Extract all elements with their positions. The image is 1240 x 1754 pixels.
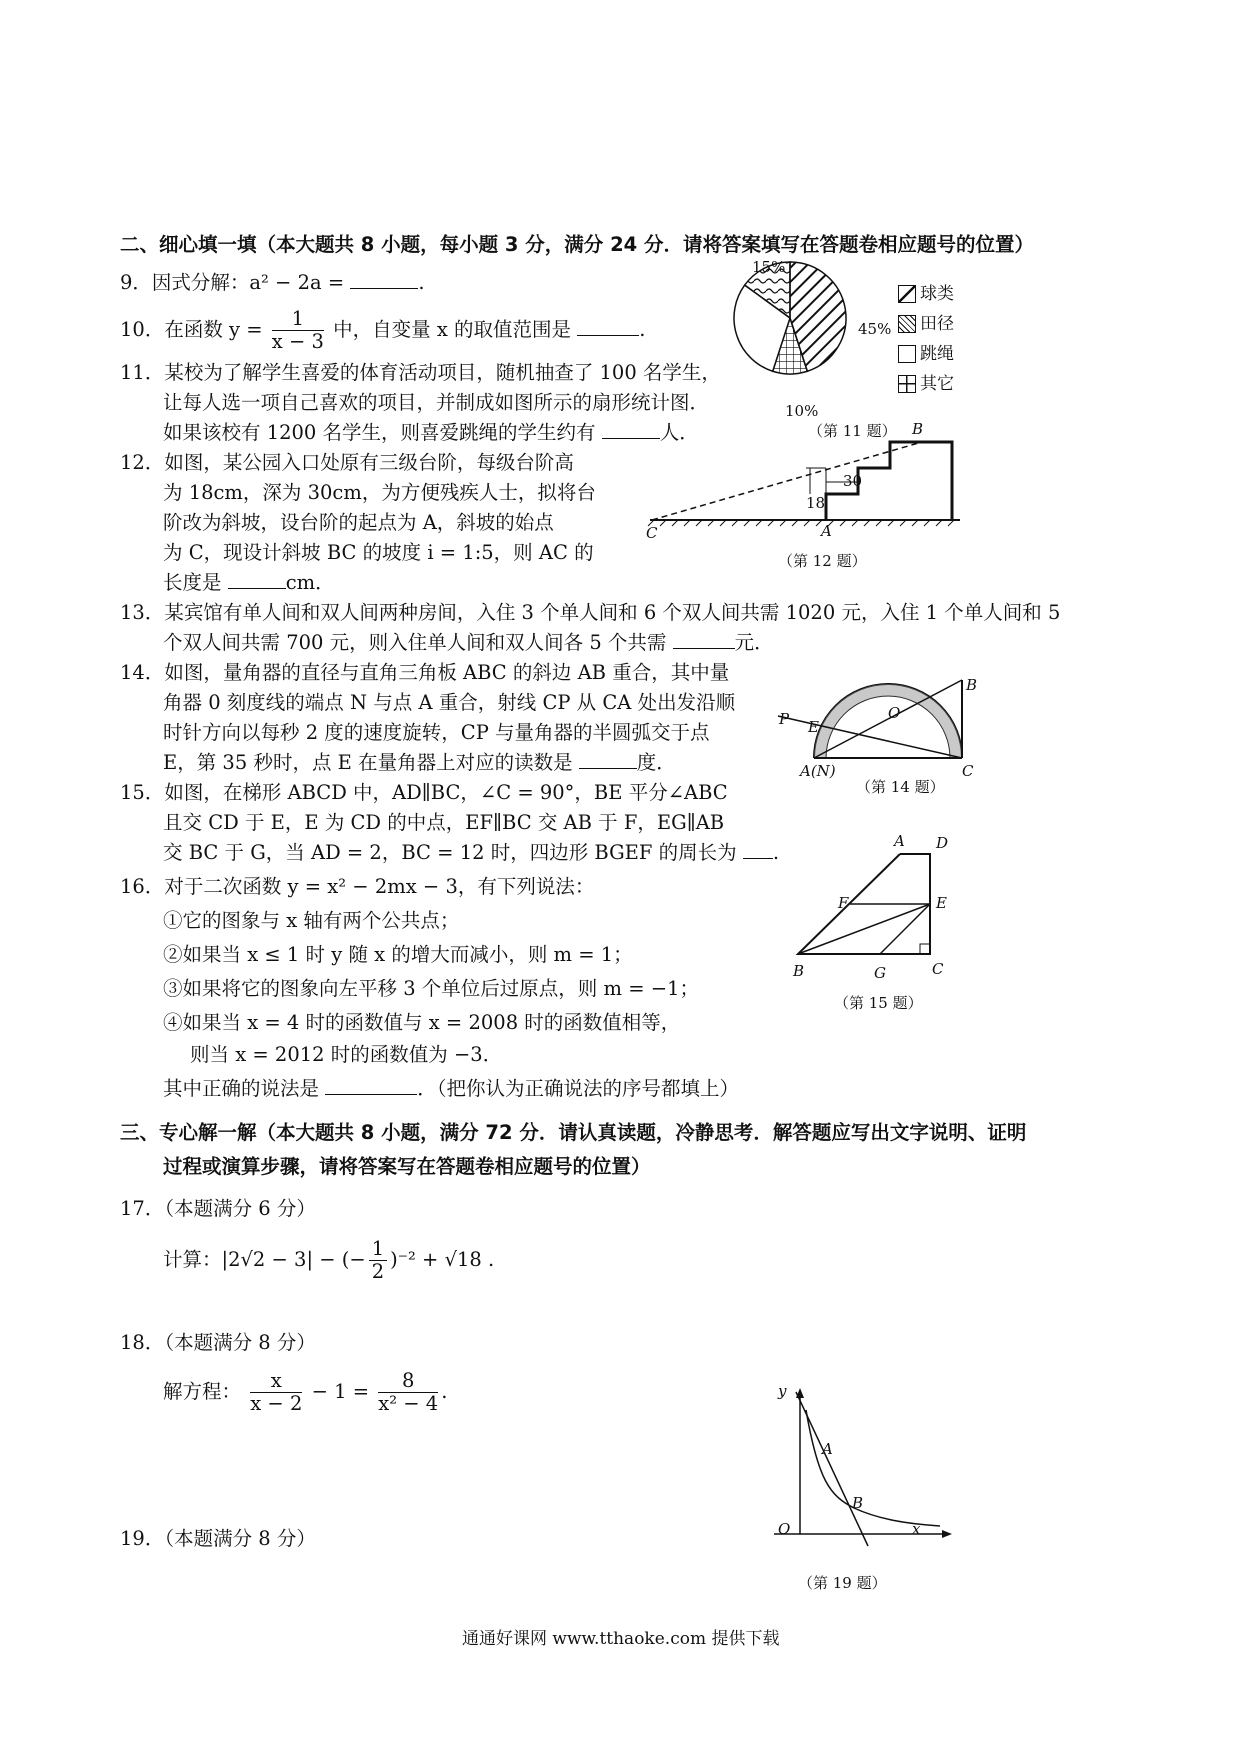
q15-blank[interactable]	[743, 840, 773, 859]
q10-fraction	[272, 308, 324, 353]
fig14-label-C: C	[962, 762, 974, 780]
q14-line4	[163, 748, 676, 778]
section-2-heading: 二、细心填一填（本大题共 8 小题，每小题 3 分，满分 24 分．请将答案填写在答题卷相应题号的位置）	[120, 233, 1035, 256]
q18-fraction-2	[378, 1370, 438, 1415]
q16-last	[163, 1074, 739, 1104]
fig15-label-E: E	[936, 894, 947, 912]
q17-denominator: 2	[371, 1260, 385, 1283]
q17-title: 17．（本题满分 6 分）	[120, 1197, 316, 1220]
legend-rope	[898, 339, 954, 364]
q12-line4: 为 C，现设计斜坡 BC 的坡度 i = 1:5，则 AC 的	[163, 541, 594, 564]
fig15-label-D: D	[936, 834, 949, 852]
q16-statement-1: ①它的图象与 x 轴有两个公共点；	[163, 909, 460, 932]
section-3-heading-line1: 三、专心解一解（本大题共 8 小题，满分 72 分．请认真读题，冷静思考．解答题应写出文字说明、证明	[120, 1121, 1027, 1144]
q18-title: 18．（本题满分 8 分）	[120, 1331, 316, 1354]
q12-line2: 为 18cm，深为 30cm，为方便残疾人士，拟将台	[163, 481, 596, 504]
q17-numerator: 1	[369, 1238, 387, 1261]
q15-line3	[163, 838, 779, 868]
q10-tail: .	[639, 318, 646, 341]
q12-line5-text: 长度是	[163, 571, 222, 594]
q18-pre: 解方程：	[163, 1380, 242, 1403]
fig11-caption: （第 11 题）	[808, 422, 897, 440]
q17-fraction	[369, 1238, 387, 1283]
fig12-label-18: 18	[806, 494, 826, 512]
q11-line2: 让每人选一项自己喜欢的项目，并制成如图所示的扇形统计图．	[163, 391, 710, 414]
q18-equation	[163, 1364, 447, 1420]
legend-other-label: 其它	[920, 374, 954, 394]
pie-slices	[734, 262, 846, 374]
q9-tail: .	[418, 271, 425, 294]
q10-post: 中，自变量 x 的取值范围是	[333, 318, 572, 341]
legend-rope-swatch	[898, 345, 916, 363]
fig19-caption: （第 19 题）	[798, 1574, 887, 1592]
legend-other-swatch	[898, 375, 916, 393]
q18-denominator-2: x² − 4	[378, 1392, 439, 1415]
q13-line2-text: 个双人间共需 700 元，则入住单人间和双人间各 5 个共需	[163, 631, 667, 654]
q12-line3: 阶改为斜坡，设台阶的起点为 A，斜坡的始点	[163, 511, 554, 534]
question-9	[120, 268, 425, 298]
fig14-label-P: P	[779, 710, 790, 728]
fig12-diagram	[640, 420, 980, 544]
fig11-pie-chart	[730, 256, 860, 406]
q14-line1: 14．如图，量角器的直径与直角三角板 ABC 的斜边 AB 重合，其中量	[120, 661, 730, 684]
q18-tail: .	[441, 1380, 448, 1403]
fig11-label-15: 15%	[752, 258, 786, 276]
fig15-label-G: G	[874, 964, 886, 982]
fig19-label-B: B	[852, 1494, 864, 1512]
q16-tail: ．（把你认为正确说法的序号都填上）	[417, 1077, 739, 1100]
legend-ball-label: 球类	[920, 284, 954, 304]
q14-blank[interactable]	[579, 750, 637, 769]
legend-track-swatch	[898, 315, 916, 333]
legend-rope-label: 跳绳	[920, 344, 954, 364]
q19-title: 19．（本题满分 8 分）	[120, 1527, 316, 1550]
q15-line3-text: 交 BC 于 G，当 AD = 2，BC = 12 时，四边形 BGEF 的周长为	[163, 841, 737, 864]
q18-mid: − 1 =	[311, 1380, 370, 1403]
fig19-label-A: A	[822, 1440, 833, 1458]
q11-line1: 11．某校为了解学生喜爱的体育活动项目，随机抽查了 100 名学生，	[120, 361, 721, 384]
q10-blank[interactable]	[577, 317, 639, 336]
legend-ball-swatch	[898, 285, 916, 303]
fig15-label-B: B	[793, 962, 805, 980]
legend-other	[898, 369, 954, 394]
q16-statement-4b: 则当 x = 2012 时的函数值为 −3．	[190, 1043, 503, 1066]
footer-text: 通通好课网 www.tthaoke.com 提供下载	[462, 1629, 780, 1649]
q16-statement-2: ②如果当 x ≤ 1 时 y 随 x 的增大而减小，则 m = 1；	[163, 943, 633, 966]
q18-denominator-1: x − 2	[250, 1392, 303, 1415]
q12-line5	[163, 568, 335, 598]
fig19-label-y: y	[778, 1382, 787, 1400]
fig12-caption: （第 12 题）	[778, 552, 867, 570]
q14-line2: 角器 0 刻度线的端点 N 与点 A 重合，射线 CP 从 CA 处出发沿顺	[163, 691, 736, 714]
fig15-label-A: A	[894, 832, 905, 850]
section-3-heading-line2: 过程或演算步骤，请将答案写在答题卷相应题号的位置）	[163, 1155, 651, 1178]
q9-blank[interactable]	[350, 270, 418, 289]
fig15-diagram	[790, 850, 950, 970]
q17-pre: 计算：|2√2 − 3| − (−	[163, 1248, 366, 1271]
q15-line1: 15．如图，在梯形 ABCD 中，AD∥BC，∠C = 90°，BE 平分∠ABC	[120, 781, 728, 804]
q13-tail: 元．	[734, 631, 774, 654]
q14-line3: 时针方向以每秒 2 度的速度旋转，CP 与量角器的半圆弧交于点	[163, 721, 710, 744]
fig12-label-30: 30	[843, 472, 863, 490]
fig14-caption: （第 14 题）	[856, 778, 945, 796]
q16-blank[interactable]	[325, 1076, 417, 1095]
fig14-diagram	[770, 650, 990, 770]
q18-numerator-2: 8	[378, 1370, 438, 1393]
fig14-label-E: E	[808, 718, 819, 736]
q12-line1: 12．如图，某公园入口处原有三级台阶，每级台阶高	[120, 451, 574, 474]
q16-last-text: 其中正确的说法是	[163, 1077, 320, 1100]
fig19-label-O: O	[778, 1520, 791, 1538]
q14-tail: 度．	[636, 751, 676, 774]
q15-line2: 且交 CD 于 E，E 为 CD 的中点，EF∥BC 交 AB 于 F，EG∥AB	[163, 811, 725, 834]
fig12-label-A: A	[821, 522, 832, 540]
fig14-label-B: B	[966, 676, 978, 694]
legend-track	[898, 309, 954, 334]
q15-tail: .	[772, 841, 780, 864]
fig12-label-B: B	[912, 420, 924, 438]
fig11-label-10: 10%	[785, 402, 819, 420]
q13-blank[interactable]	[673, 630, 735, 649]
q18-fraction-1	[250, 1370, 302, 1415]
fig15-caption: （第 15 题）	[834, 994, 923, 1012]
q9-text: 9．因式分解：a² − 2a =	[120, 271, 345, 294]
q10-numerator: 1	[272, 308, 324, 331]
q13-line1: 13．某宾馆有单人间和双人间两种房间，入住 3 个单人间和 6 个双人间共需 1020 元，入住 1 个单人间和 5	[120, 601, 1061, 624]
q16-statement-4: ④如果当 x = 4 时的函数值与 x = 2008 时的函数值相等，	[163, 1011, 681, 1034]
fig15-label-F: F	[838, 894, 849, 912]
q12-tail: cm．	[285, 571, 335, 594]
fig12-label-C: C	[646, 524, 658, 542]
q17-post: )⁻² + √18 .	[390, 1248, 495, 1271]
q11-line3-text: 如果该校有 1200 名学生，则喜爱跳绳的学生约有	[163, 421, 596, 444]
question-10	[120, 302, 645, 358]
legend-track-label: 田径	[920, 314, 954, 334]
legend-ball	[898, 279, 954, 304]
fig14-label-O: O	[888, 704, 901, 722]
q10-pre: 10．在函数 y =	[120, 318, 263, 341]
q16-statement-3: ③如果将它的图象向左平移 3 个单位后过原点，则 m = −1；	[163, 977, 699, 1000]
q17-expression	[163, 1232, 494, 1288]
q14-line4-text: E，第 35 秒时，点 E 在量角器上对应的读数是	[163, 751, 573, 774]
q13-line2	[163, 628, 774, 658]
fig15-label-C: C	[932, 960, 944, 978]
q11-line3	[163, 418, 699, 448]
fig19-label-x: x	[912, 1520, 921, 1538]
q18-numerator-1: x	[250, 1370, 302, 1393]
fig14-label-AN: A(N)	[800, 762, 836, 780]
q10-denominator: x − 3	[271, 330, 324, 353]
q12-blank[interactable]	[228, 570, 286, 589]
q16-line1: 16．对于二次函数 y = x² − 2mx − 3，有下列说法：	[120, 875, 595, 898]
q11-tail: 人．	[659, 421, 699, 444]
fig11-label-45: 45%	[858, 320, 892, 338]
